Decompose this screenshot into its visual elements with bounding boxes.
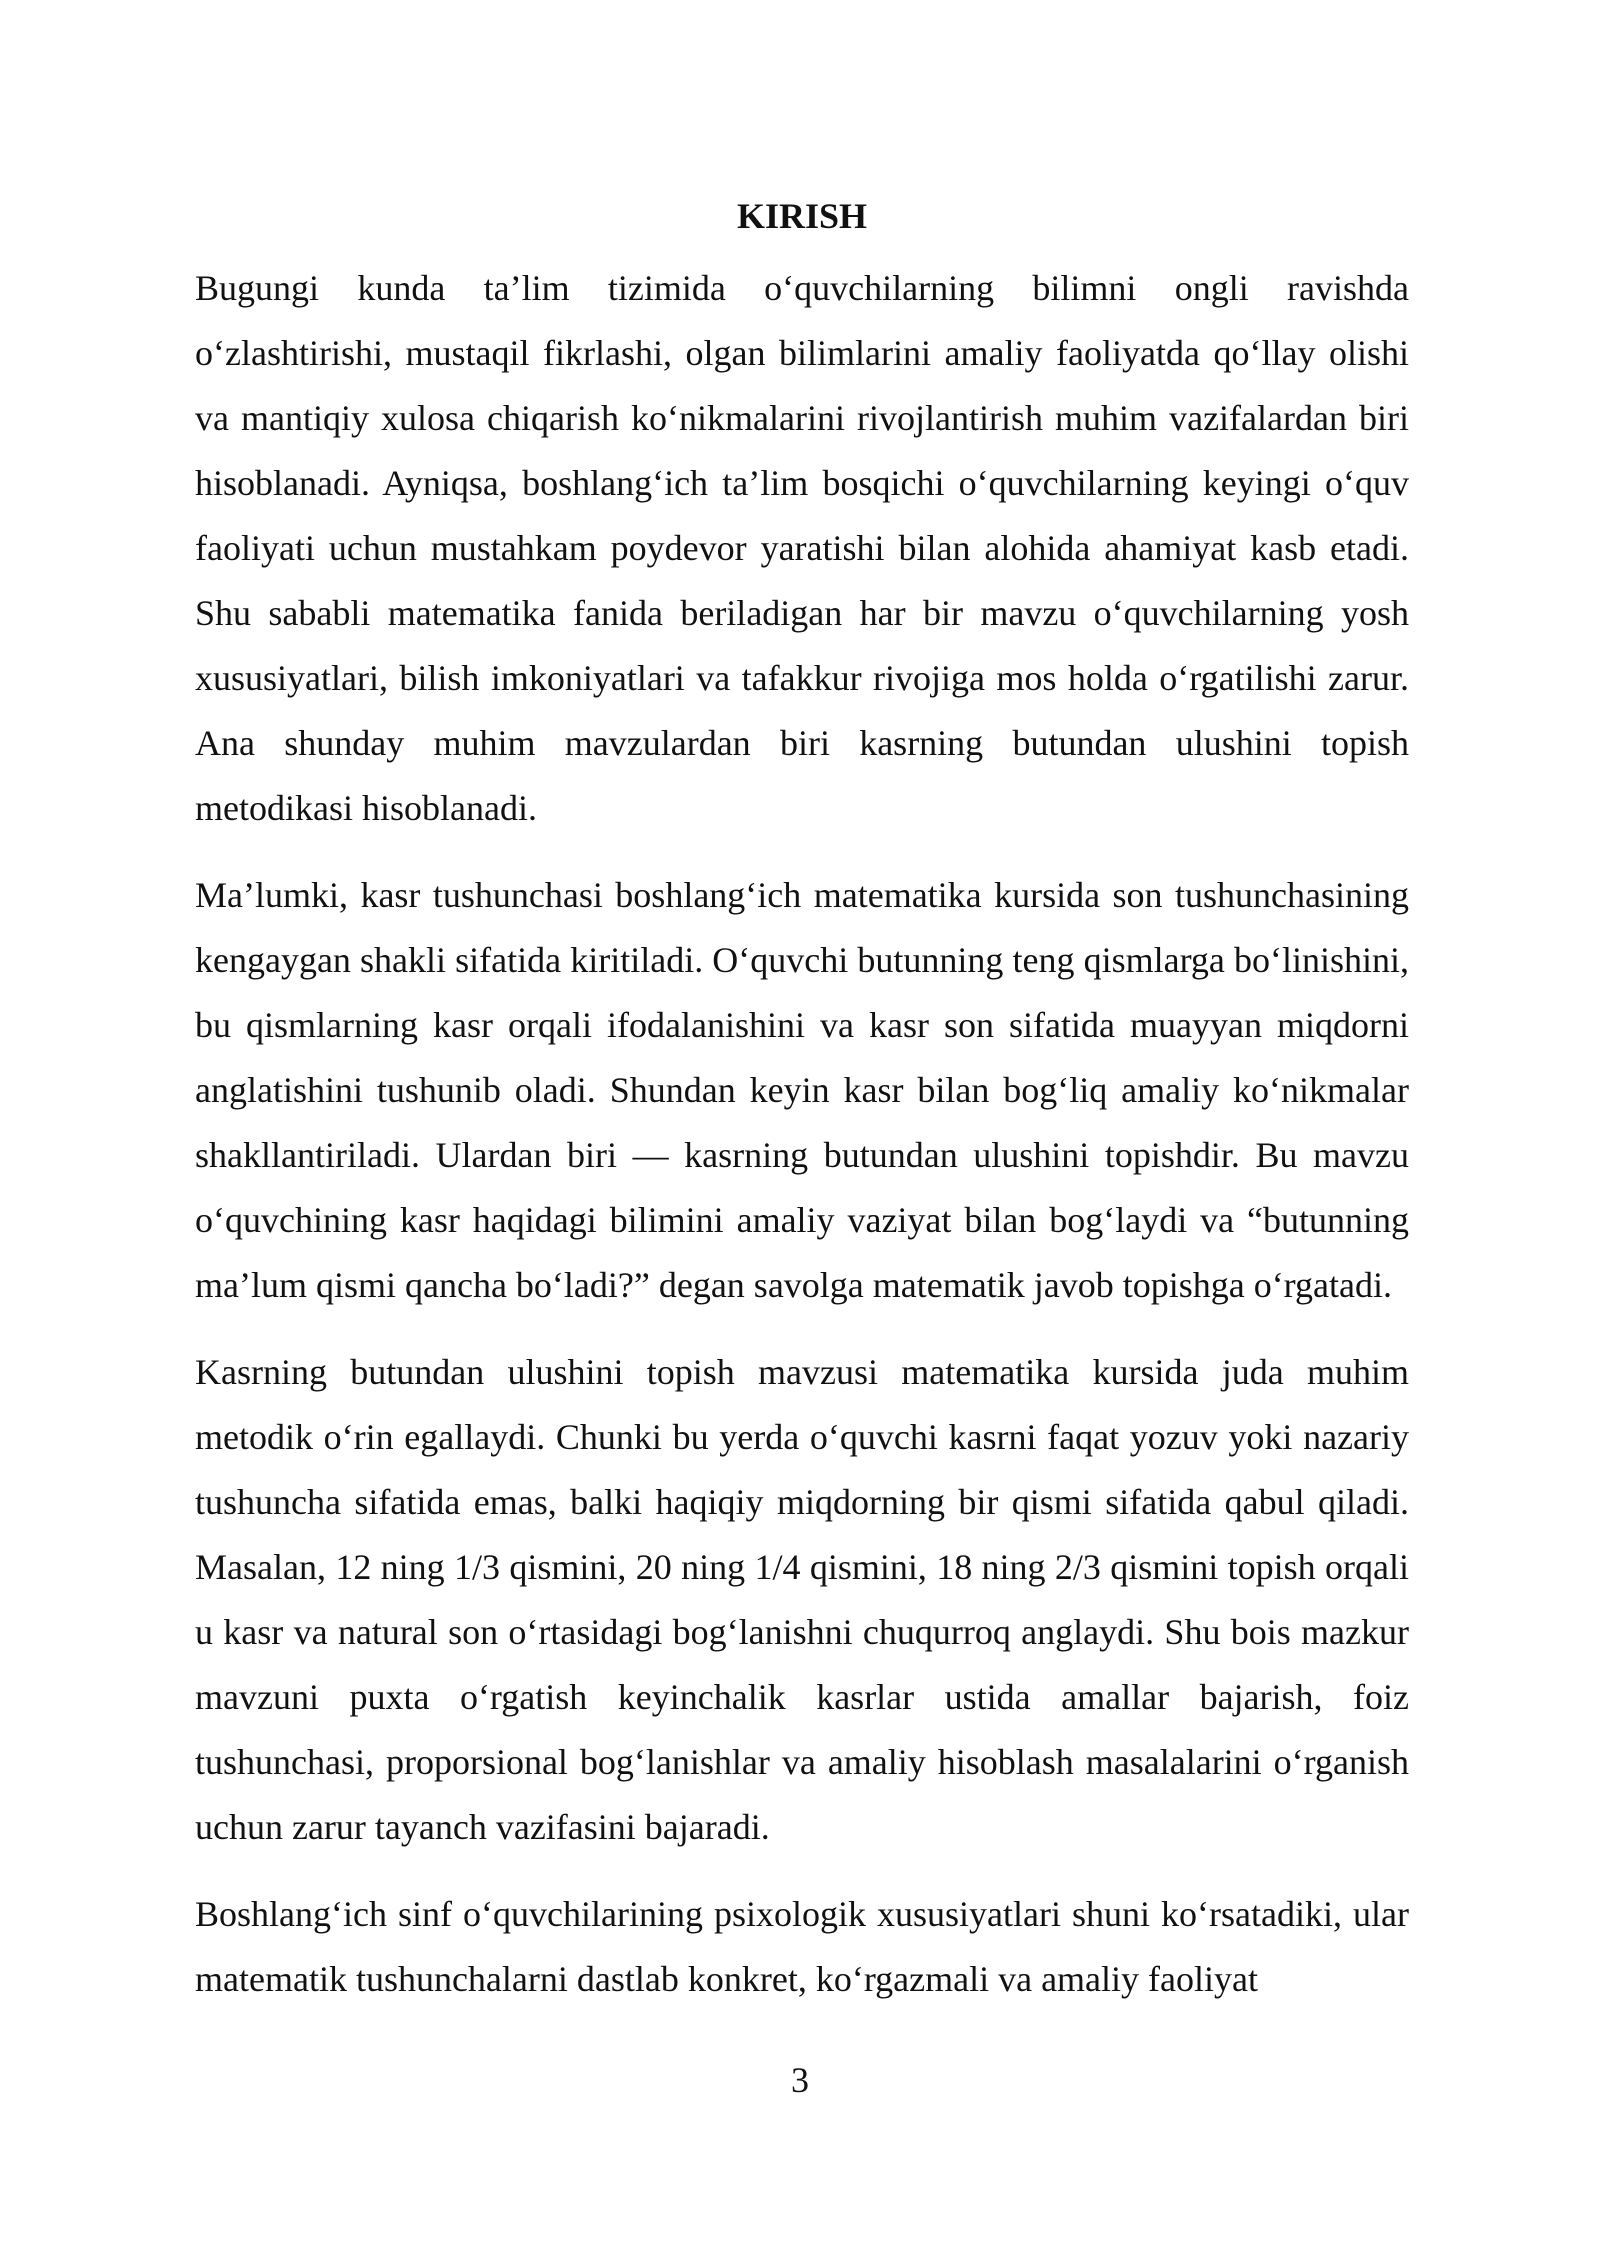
paragraph-2: Ma’lumki, kasr tushunchasi boshlang‘ich matematika kursida son tushunchasining kengaygan shakli sifatida kiritiladi. O‘quvchi butunning teng qismlarga bo‘linishini, bu qismlarning kasr orqali ifodalanishini va kasr son sifatida muayyan miqdorni anglatishini tushunib oladi. Shundan keyin kasr bilan bog‘liq amaliy ko‘nikmalar shakllantiriladi. Ulardan biri — kasrning butundan ulushini topishdir. Bu mavzu o‘quvchining kasr haqidagi bilimini amaliy vaziyat bilan bog‘laydi va “butunning ma’lum qismi qancha bo‘ladi?” degan savolga matematik javob topishga o‘rgatadi. — [195, 875, 1409, 1305]
paragraph-1: Bugungi kunda ta’lim tizimida o‘quvchilarning bilimni ongli ravishda o‘zlashtirishi, mustaqil fikrlashi, olgan bilimlarini amaliy faoliyatda qo‘llay olishi va mantiqiy xulosa chiqarish ko‘nikmalarini rivojlantirish muhim vazifalardan biri hisoblanadi. Ayniqsa, boshlang‘ich ta’lim bosqichi o‘quvchilarning keyingi o‘quv faoliyati uchun mustahkam poydevor yaratishi bilan alohida ahamiyat kasb etadi. Shu sababli matematika fanida beriladigan har bir mavzu o‘quvchilarning yosh xususiyatlari, bilish imkoniyatlari va tafakkur rivojiga mos holda o‘rgatilishi zarur. Ana shunday muhim mavzulardan biri kasrning butundan ulushini topish metodikasi hisoblanadi. — [195, 268, 1409, 828]
paragraph-3: Kasrning butundan ulushini topish mavzusi matematika kursida juda muhim metodik o‘rin egallaydi. Chunki bu yerda o‘quvchi kasrni faqat yozuv yoki nazariy tushuncha sifatida emas, balki haqiqiy miqdorning bir qismi sifatida qabul qiladi. Masalan, 12 ning 1/3 qismini, 20 ning 1/4 qismini, 18 ning 2/3 qismini topish orqali u kasr va natural son o‘rtasidagi bog‘lanishni chuqurroq anglaydi. Shu bois mazkur mavzuni puxta o‘rgatish keyinchalik kasrlar ustida amallar bajarish, foiz tushunchasi, proporsional bog‘lanishlar va amaliy hisoblash masalalarini o‘rganish uchun zarur tayanch vazifasini bajaradi. — [195, 1352, 1409, 1847]
page-content — [195, 190, 1409, 2034]
paragraph-4: Boshlang‘ich sinf o‘quvchilarining psixologik xususiyatlari shuni ko‘rsatadiki, ular matematik tushunchalarni dastlab konkret, ko‘rgazmali va amaliy faoliyat — [195, 1894, 1409, 1999]
page-number: 3 — [791, 2060, 809, 2100]
section-heading: KIRISH — [736, 196, 868, 236]
